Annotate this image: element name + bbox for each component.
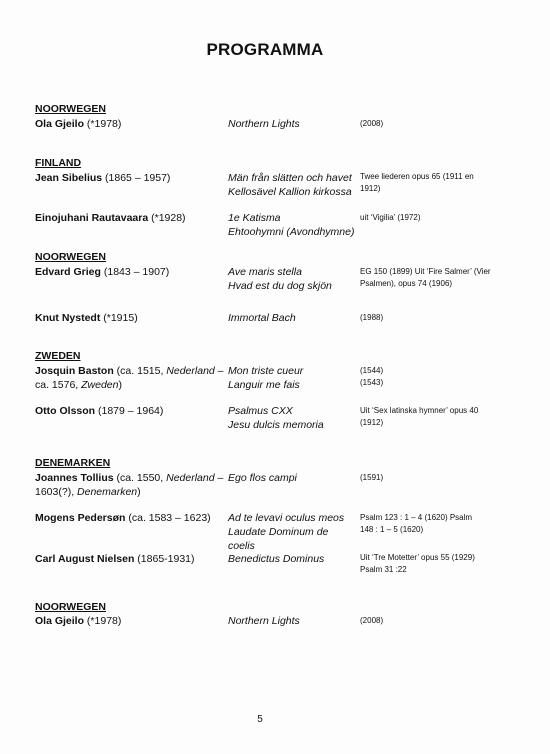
work-title: Psalmus CXX <box>228 405 293 417</box>
composer <box>35 404 225 418</box>
composer <box>35 511 225 525</box>
work-note: (1591) <box>360 473 384 482</box>
work-note: (1544) (1543) <box>360 366 384 387</box>
composer <box>35 552 225 566</box>
work-note: Uit ‘Tre Motetter’ opus 55 (1929) Psalm 31 :22 <box>360 553 475 574</box>
work-titles <box>228 364 358 392</box>
work-title: Jesu dulcis memoria <box>228 419 324 431</box>
country-heading: NOORWEGEN <box>35 103 106 115</box>
composer-dates: (1865 – 1957) <box>102 172 171 184</box>
composer-name: Mogens Pedersøn <box>35 512 126 524</box>
composer-origin: Nederland <box>166 365 215 377</box>
work-title: Northern Lights <box>228 118 300 130</box>
country-heading: FINLAND <box>35 157 82 169</box>
composer-name: Carl August Nielsen <box>35 553 135 565</box>
composer-name: Ola Gjeilo <box>35 615 85 627</box>
work-note: uit ‘Vigilia’ (1972) <box>360 213 421 222</box>
work-title: 1e Katisma <box>228 212 281 224</box>
composer <box>35 265 225 279</box>
work-titles <box>228 311 358 325</box>
composer-dates: (*1928) <box>148 212 186 224</box>
work-note: EG 150 (1899) Uit ‘Fire Salmer’ (Vier Psalmen), opus 74 (1906) <box>360 267 491 288</box>
work-title: Män från slätten och havet <box>228 172 352 184</box>
composer <box>35 311 225 325</box>
composer-dates: (ca. 1550, <box>113 472 167 484</box>
work-title: Ad te levavi oculus meos <box>228 512 345 524</box>
composer-dates: – ca. 1576, <box>35 365 224 391</box>
composer <box>35 211 225 225</box>
work-title: Ave maris stella <box>228 266 302 278</box>
composer-name: Ola Gjeilo <box>35 118 85 130</box>
composer-origin: Nederland <box>166 472 215 484</box>
composer <box>35 117 225 131</box>
composer-dates: (ca. 1515, <box>113 365 167 377</box>
page-number: 5 <box>257 714 263 725</box>
work-title: Immortal Bach <box>228 312 296 324</box>
composer-dates: ) <box>118 379 122 391</box>
composer-dates: (*1978) <box>84 118 122 130</box>
work-titles <box>228 117 358 131</box>
composer-dates: – 1603(?), <box>35 472 224 498</box>
composer-dates: (ca. 1583 – 1623) <box>125 512 211 524</box>
composer <box>35 471 225 499</box>
country-heading: NOORWEGEN <box>35 601 106 613</box>
composer-name: Einojuhani Rautavaara <box>35 212 149 224</box>
composer-name: Knut Nystedt <box>35 312 101 324</box>
country-heading: DENEMARKEN <box>35 457 111 469</box>
composer-name: Otto Olsson <box>35 405 96 417</box>
work-titles <box>228 511 358 553</box>
composer-name: Edvard Grieg <box>35 266 101 278</box>
work-note: Twee liederen opus 65 (1911 en 1912) <box>360 172 474 193</box>
work-titles <box>228 404 358 432</box>
composer-dates: (1843 – 1907) <box>100 266 170 278</box>
work-title: Northern Lights <box>228 615 300 627</box>
work-title: Mon triste cueur <box>228 365 304 377</box>
work-titles <box>228 614 358 628</box>
work-title: Languir me fais <box>228 379 300 391</box>
composer-name: Jean Sibelius <box>35 172 103 184</box>
work-note: Psalm 123 : 1 – 4 (1620) Psalm 148 : 1 – 5 (1620) <box>360 513 473 534</box>
work-title: Laudate Dominum de coelis <box>228 526 329 552</box>
work-title: Hvad est du dog skjön <box>228 280 332 292</box>
country-heading: ZWEDEN <box>35 350 81 362</box>
work-title: Ego flos campi <box>228 472 297 484</box>
composer <box>35 364 225 392</box>
work-note: (2008) <box>360 616 384 625</box>
composer-origin: Zweden <box>81 379 119 391</box>
composer-dates: ) <box>137 486 141 498</box>
work-titles <box>228 265 358 293</box>
composer-dates: (1879 – 1964) <box>95 405 164 417</box>
work-title: Benedictus Dominus <box>228 553 325 565</box>
composer-dates: (*1978) <box>84 615 122 627</box>
country-heading: NOORWEGEN <box>35 251 106 263</box>
composer-name: Josquin Baston <box>35 365 114 377</box>
composer-name: Joannes Tollius <box>35 472 114 484</box>
composer-dates: (*1915) <box>100 312 138 324</box>
work-title: Ehtoohymni (Avondhymne) <box>228 226 355 238</box>
work-note: (1988) <box>360 313 384 322</box>
work-note: (2008) <box>360 119 384 128</box>
composer-origin: Denemarken <box>77 486 138 498</box>
composer-dates: (1865-1931) <box>134 553 195 565</box>
composer <box>35 171 225 185</box>
work-note: Uit ‘Sex latinska hymner’ opus 40 (1912) <box>360 406 479 427</box>
work-titles <box>228 552 358 566</box>
work-titles <box>228 471 358 485</box>
page-title: PROGRAMMA <box>206 40 324 59</box>
work-titles <box>228 211 358 239</box>
work-titles <box>228 171 358 199</box>
work-title: Kellosävel Kallion kirkossa <box>228 186 352 198</box>
composer <box>35 614 225 628</box>
